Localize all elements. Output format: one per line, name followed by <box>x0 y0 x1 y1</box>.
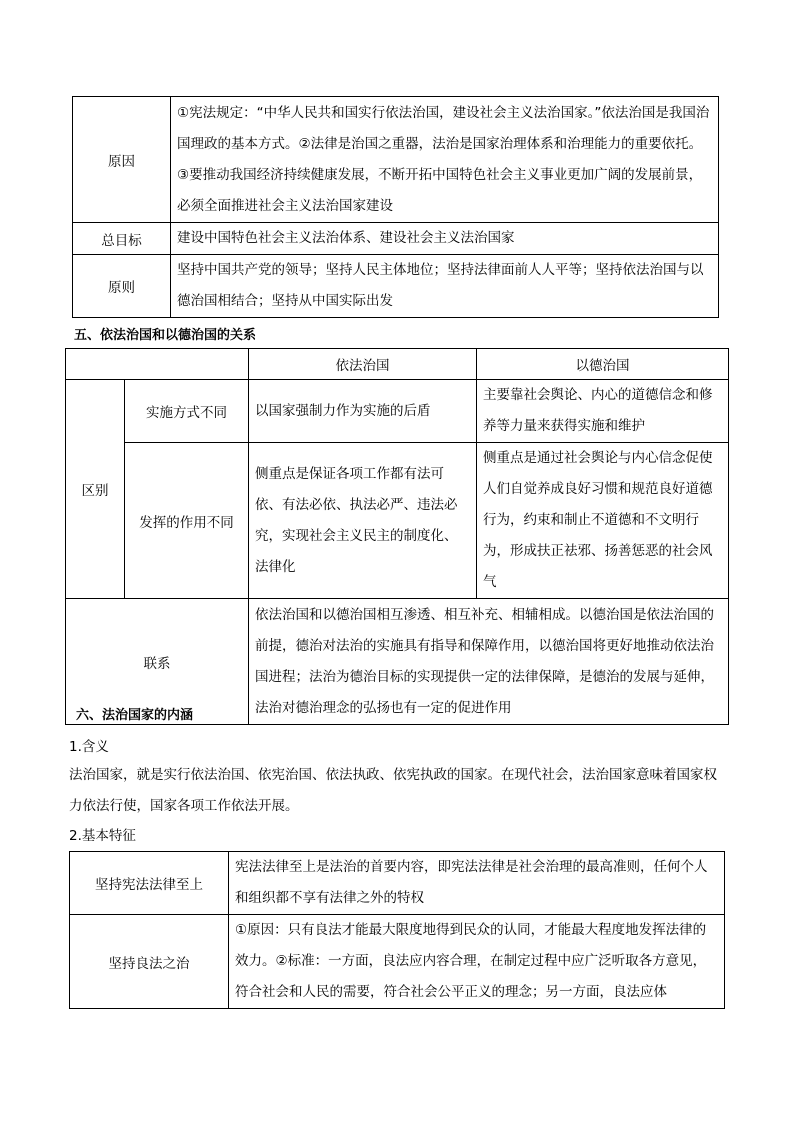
cell-method-law: 以国家强制力作为实施的后盾 <box>249 380 477 443</box>
row-content-goal: 建设中国特色社会主义法治体系、建设社会主义法治国家 <box>171 223 719 255</box>
row-label-link: 联系 <box>66 599 249 725</box>
row-content-reason: ①宪法规定：“中华人民共和国实行依法治国，建设社会主义法治国家。”依法治国是我国治国理政的基本方式。②法律是治国之重器，法治是国家治理体系和治理能力的重要依托。③要推动我国经济持续健康发展，不断开拓中国特色社会主义事业更加广阔的发展前景，必须全面推进社会主义法治国家建设 <box>171 97 719 223</box>
row-label-method: 实施方式不同 <box>125 380 249 443</box>
row-content-good-law: ①原因：只有良法才能最大限度地得到民众的认同，才能最大程度地发挥法律的效力。②标准：一方面，良法应内容合理，在制定过程中应广泛听取各方意见，符合社会和人民的需要，符合社会公平正义的理念；另一方面，良法应体 <box>229 915 725 1009</box>
cell-method-virtue: 主要靠社会舆论、内心的道德信念和修养等力量来获得实施和维护 <box>477 380 729 443</box>
row-content-supremacy: 宪法法律至上是法治的首要内容，即宪法法律是社会治理的最高准则，任何个人和组织都不享有法律之外的特权 <box>229 852 725 915</box>
row-label-role: 发挥的作用不同 <box>125 443 249 599</box>
row-label-supremacy: 坚持宪法法律至上 <box>70 852 229 915</box>
cell-link-content: 依法治国和以德治国相互渗透、相互补充、相辅相成。以德治国是依法治国的前提，德治对法治的实施具有指导和保障作用，以德治国将更好地推动依法治国进程；法治为德治目标的实现提供一定的法律保障，是德治的发展与延伸，法治对德治理念的弘扬也有一定的促进作用 <box>249 599 729 725</box>
features-table <box>69 851 725 1009</box>
relation-table <box>65 348 729 725</box>
subheading-meaning: 1.含义 <box>69 739 109 755</box>
row-content-principle: 坚持中国共产党的领导；坚持人民主体地位；坚持法律面前人人平等；坚持依法治国与以德治国相结合；坚持从中国实际出发 <box>171 255 719 318</box>
group-label-difference: 区别 <box>66 380 125 599</box>
row-label-principle: 原则 <box>73 255 171 318</box>
cell-role-law: 侧重点是保证各项工作都有法可依、有法必依、执法必严、违法必究，实现社会主义民主的制度化、法律化 <box>249 443 477 599</box>
row-label-reason: 原因 <box>73 97 171 223</box>
subheading-features: 2.基本特征 <box>69 828 136 844</box>
section-5-heading: 五、依法治国和以德治国的关系 <box>74 328 257 343</box>
principles-table <box>72 96 719 318</box>
paragraph-meaning: 法治国家，就是实行依法治国、依宪治国、依法执政、依宪执政的国家。在现代社会，法治国家意味着国家权力依法行使，国家各项工作依法开展。 <box>69 767 717 814</box>
cell-role-virtue: 侧重点是通过社会舆论与内心信念促使人们自觉养成良好习惯和规范良好道德行为，约束和制止不道德和不文明行为，形成扶正祛邪、扬善惩恶的社会风气 <box>477 443 729 599</box>
col-header-rule-of-law: 依法治国 <box>249 349 477 380</box>
row-label-good-law: 坚持良法之治 <box>70 915 229 1009</box>
corner-cell <box>66 349 249 380</box>
section-6-heading: 六、法治国家的内涵 <box>76 708 194 723</box>
col-header-rule-of-virtue: 以德治国 <box>477 349 729 380</box>
row-label-goal: 总目标 <box>73 223 171 255</box>
